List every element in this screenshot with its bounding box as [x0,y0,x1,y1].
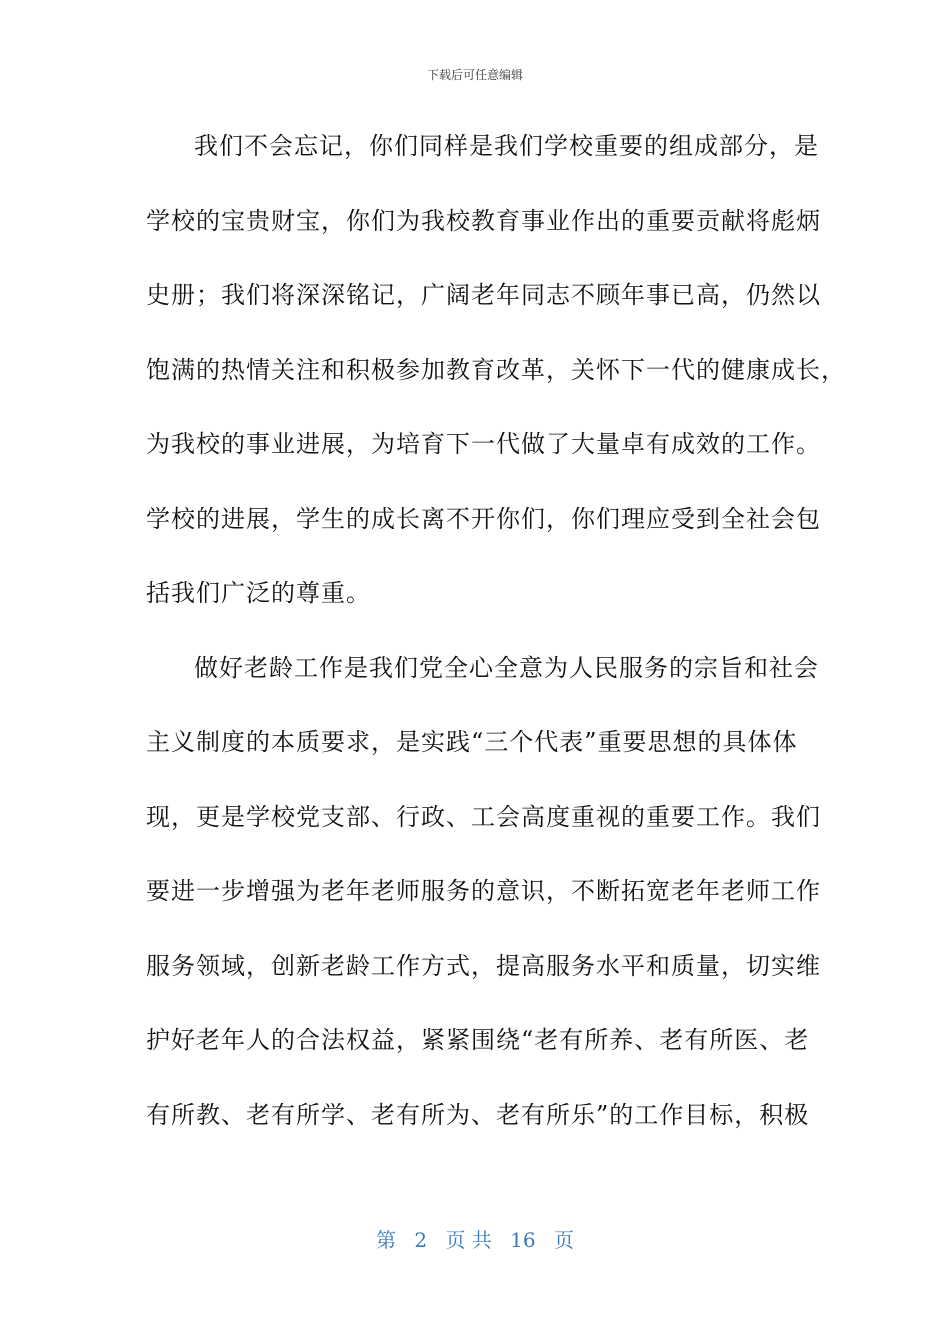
text-line: 服务领域，创新老龄工作方式，提高服务水平和质量，切实维 [146,951,821,980]
text-line: 我们不会忘记，你们同样是我们学校重要的组成部分，是 [194,132,819,160]
text-line: 要进一步增强为老年老师服务的意识，不断拓宽老年老师工作 [146,877,821,905]
footer-current-page: 2 [414,1228,428,1252]
footer-prefix: 第 [376,1228,396,1252]
page-header-note: 下载后可任意编辑 [426,68,523,82]
text-line: 饱满的热情关注和积极参加教育改革，关怀下一代的健康成长， [146,355,846,384]
page-number-footer [0,1224,950,1253]
footer-total-pages: 16 [510,1228,536,1252]
text-line: 现，更是学校党支部、行政、工会高度重视的重要工作。我们 [146,802,821,831]
text-line: 主义制度的本质要求，是实践“三个代表”重要思想的具体体 [146,728,798,756]
text-line: 有所教、老有所学、老有所为、老有所乐”的工作目标，积极 [146,1100,810,1129]
text-line: 护好老年人的合法权益，紧紧围绕“老有所养、老有所医、老 [146,1026,810,1054]
text-line: 为我校的事业进展，为培育下一代做了大量卓有成效的工作。 [146,430,821,458]
text-line: 史册；我们将深深铭记，广阔老年同志不顾年事已高，仍然以 [146,281,821,309]
footer-middle: 页 共 [445,1228,492,1252]
text-line: 学校的宝贵财宝，你们为我校教育事业作出的重要贡献将彪炳 [146,206,821,235]
document-body [146,128,846,1171]
text-line: 做好老龄工作是我们党全心全意为人民服务的宗旨和社会 [194,653,819,682]
footer-suffix: 页 [553,1228,574,1252]
text-line: 学校的进展，学生的成长离不开你们，你们理应受到全社会包 [146,504,821,533]
text-line: 括我们广泛的尊重。 [146,579,371,607]
